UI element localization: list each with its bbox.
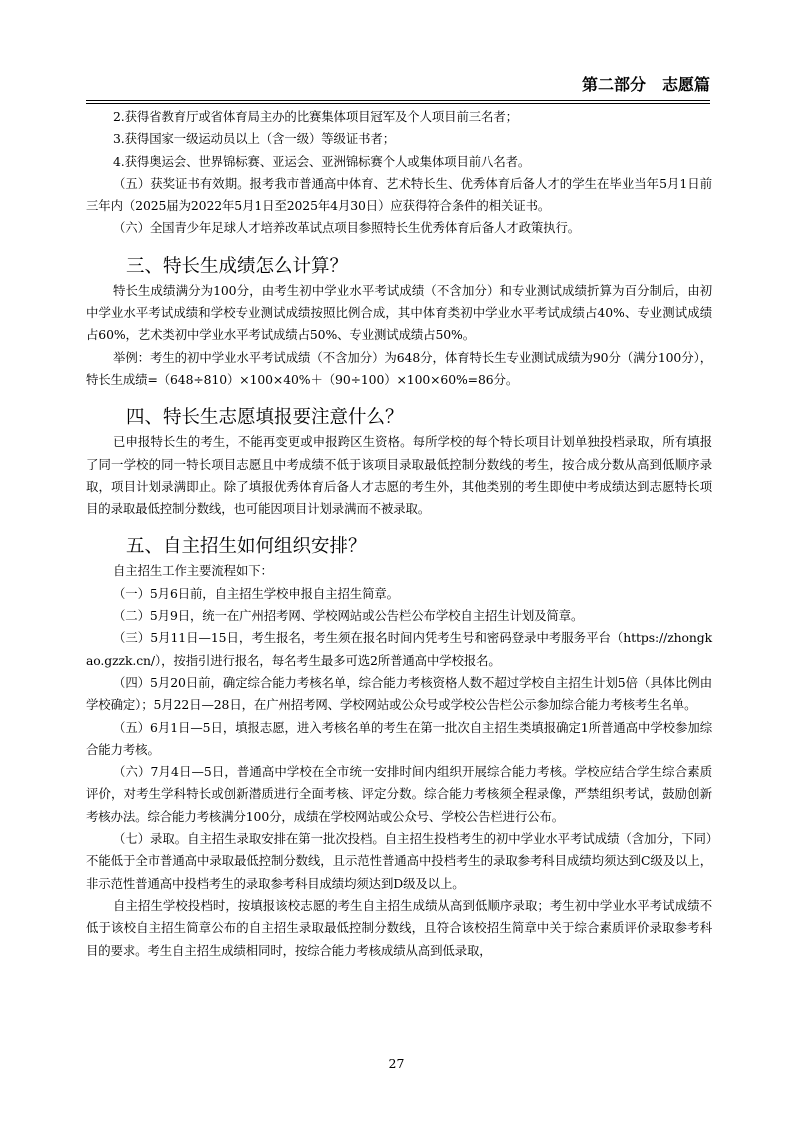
paragraph: 2.获得省教育厅或省体育局主办的比赛集体项目冠军及个人项目前三名者；: [113, 109, 518, 124]
section-heading: 五、自主招生如何组织安排？: [126, 536, 367, 558]
paragraph: （五）获奖证书有效期。报考我市普通高中体育、艺术特长生、优秀体育后备人才的学生在毕业当年5月1日前三年内（2025届为2022年5月1日至2025年4月30日）应获得符合条件的相关证书。: [86, 175, 712, 214]
paragraph: 自主招生工作主要流程如下：: [113, 563, 273, 579]
paragraph: （三）5月11日—15日，考生报名，考生须在报名时间内凭考生号和密码登录中考服务平台（https://zhongkao.gzzk.cn/），按指引进行报名，每名考生最多可选2所普通高中学校报名。: [86, 630, 712, 668]
paragraph: 已申报特长生的考生，不能再变更或申报跨区生资格。每所学校的每个特长项目计划单独投档录取，所有填报了同一学校的同一特长项目志愿且中考成绩不低于该项目录取最低控制分数线的考生，按合成分数从高到低顺序录取，项目计划录满即止。除了填报优秀体育后备人才志愿的考生外，其他类别的考生即使中考成绩达到志愿特长项目的录取最低控制分数线，也可能因项目计划录满而不被录取。: [86, 434, 712, 517]
paragraph: 自主招生学校投档时，按填报该校志愿的考生自主招生成绩从高到低顺序录取；考生初中学业水平考试成绩不低于该校自主招生简章公布的自主招生录取最低控制分数线，且符合该校招生简章中关于综合素质评价录取参考科目的要求。考生自主招生成绩相同时，按综合能力考核成绩从高到低录取，: [86, 897, 712, 958]
paragraph: （六）7月4日—5日，普通高中学校在全市统一安排时间内组织开展综合能力考核。学校应结合学生综合素质评价，对考生学科特长或创新潜质进行全面考核、评定分数。综合能力考核须全程录像，严禁组织考试，鼓励创新考核办法。综合能力考核满分100分，成绩在学校网站或公众号、学校公告栏进行公布。: [86, 764, 712, 824]
paragraph: （一）5月6日前，自主招生学校申报自主招生简章。: [113, 585, 399, 601]
paragraph: （五）6月1日—5日，填报志愿，进入考核名单的考生在第一批次自主招生类填报确定1所普通高中学校参加综合能力考核。: [86, 719, 712, 757]
page-content: [86, 106, 712, 962]
paragraph: （六）全国青少年足球人才培养改革试点项目参照特长生优秀体育后备人才政策执行。: [113, 220, 581, 236]
paragraph: （四）5月20日前，确定综合能力考核名单，综合能力考核资格人数不超过学校自主招生计划5倍（具体比例由学校确定）；5月22日—28日，在广州招考网、学校网站或公众号或学校公告栏公示参加综合能力考核考生名单。: [86, 674, 712, 713]
section-heading: 四、特长生志愿填报要注意什么？: [126, 407, 404, 429]
header-rule: [86, 100, 710, 104]
paragraph: （二）5月9日，统一在广州招考网、学校网站或公告栏公布学校自主招生计划及简章。: [113, 608, 584, 624]
paragraph: （七）录取。自主招生录取安排在第一批次投档。自主招生投档考生的初中学业水平考试成绩（含加分，下同）不能低于全市普通高中录取最低控制分数线，且示范性普通高中投档考生的录取参考科目成绩均须达到C级及以上，非示范性普通高中投档考生的录取参考科目成绩均须达到D级及以上。: [86, 831, 712, 891]
paragraph: 4.获得奥运会、世界锦标赛、亚运会、亚洲锦标赛个人或集体项目前八名者。: [113, 153, 531, 169]
paragraph: 特长生成绩满分为100分，由考生初中学业水平考试成绩（不含加分）和专业测试成绩折算为百分制后，由初中学业水平考试成绩和学校专业测试成绩按照比例合成，其中体育类初中学业水平考试成绩占40%、专业测试成绩占60%，艺术类初中学业水平考试成绩占50%、专业测试成绩占50%。: [86, 282, 712, 343]
page-number: 27: [388, 1056, 405, 1071]
page-header: 第二部分 志愿篇: [581, 75, 710, 94]
section-heading: 三、特长生成绩怎么计算？: [126, 255, 349, 277]
paragraph: 举例：考生的初中学业水平考试成绩（不含加分）为648分，体育特长生专业测试成绩为90分（满分100分），特长生成绩=（648÷810）×100×40%＋（90÷100）×100×60%=86分。: [86, 349, 712, 387]
paragraph: 3.获得国家一级运动员以上（含一级）等级证书者；: [113, 131, 396, 147]
